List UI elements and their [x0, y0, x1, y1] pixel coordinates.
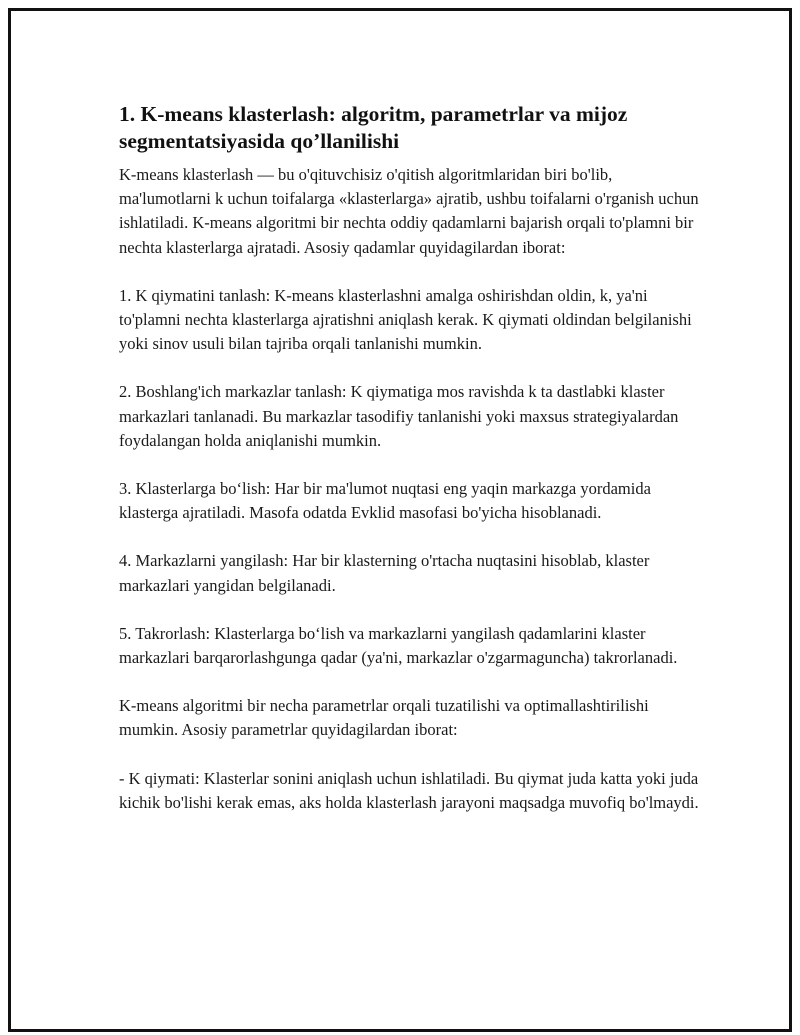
step-1-paragraph: 1. K qiymatini tanlash: K-means klasterlashni amalga oshirishdan oldin, k, ya'ni to'plamni nechta klasterlarga ajratishni aniqlash kerak. K qiymati oldindan belgilanishi yoki sinov usuli bilan tajriba orqali tanlanishi mumkin. — [119, 285, 692, 354]
paragraph-gap — [119, 743, 699, 767]
document-body — [119, 101, 699, 815]
paragraph-gap — [119, 598, 699, 622]
paragraph-gap — [119, 260, 699, 284]
intro-paragraph: K-means klasterlash — bu o'qituvchisiz o'qitish algoritmlaridan biri bo'lib, ma'lumotlarni k uchun toifalarga «klasterlarga» ajratib, ushbu toifalarni o'rganish uchun ishlatiladi. K-means algoritmi bir nechta oddiy qadamlarni bajarish orqali to'plamni bir nechta klasterlarga ajratadi. Asosiy qadamlar quyidagilardan iborat: — [119, 165, 699, 257]
step-3-paragraph: 3. Klasterlarga bo‘lish: Har bir ma'lumot nuqtasi eng yaqin markazga yordamida klasterga ajratiladi. Masofa odatda Evklid masofasi bo'yicha hisoblanadi. — [119, 479, 651, 523]
paragraph-gap — [119, 670, 699, 694]
paragraph-gap — [119, 525, 699, 549]
parameters-intro-paragraph: K-means algoritmi bir necha parametrlar orqali tuzatilishi va optimallashtirilishi mumkin. Asosiy parametrlar quyidagilardan iborat: — [119, 696, 649, 740]
step-5-paragraph: 5. Takrorlash: Klasterlarga bo‘lish va markazlarni yangilash qadamlarini klaster markazlari barqarorlashgunga qadar (ya'ni, markazlar o'zgarmaguncha) takrorlanadi. — [119, 623, 678, 668]
document-title: 1. K-means klasterlash: algoritm, parametrlar va mijoz segmentatsiyasida qo’llanilishi — [119, 102, 628, 153]
page-frame — [8, 8, 792, 1032]
paragraph-gap — [119, 453, 699, 477]
step-4-paragraph: 4. Markazlarni yangilash: Har bir klasterning o'rtacha nuqtasini hisoblab, klaster markazlari yangidan belgilanadi. — [119, 551, 650, 595]
paragraph-gap — [119, 356, 699, 380]
k-value-paragraph: - K qiymati: Klasterlar sonini aniqlash uchun ishlatiladi. Bu qiymat juda katta yoki juda kichik bo'lishi kerak emas, aks holda klasterlash jarayoni maqsadga muvofiq bo'lmaydi. — [119, 768, 699, 812]
step-2-paragraph: 2. Boshlang'ich markazlar tanlash: K qiymatiga mos ravishda k ta dastlabki klaster markazlari tanlanadi. Bu markazlar tasodifiy tanlanishi yoki maxsus strategiyalardan foydalangan holda aniqlanishi mumkin. — [119, 382, 679, 450]
